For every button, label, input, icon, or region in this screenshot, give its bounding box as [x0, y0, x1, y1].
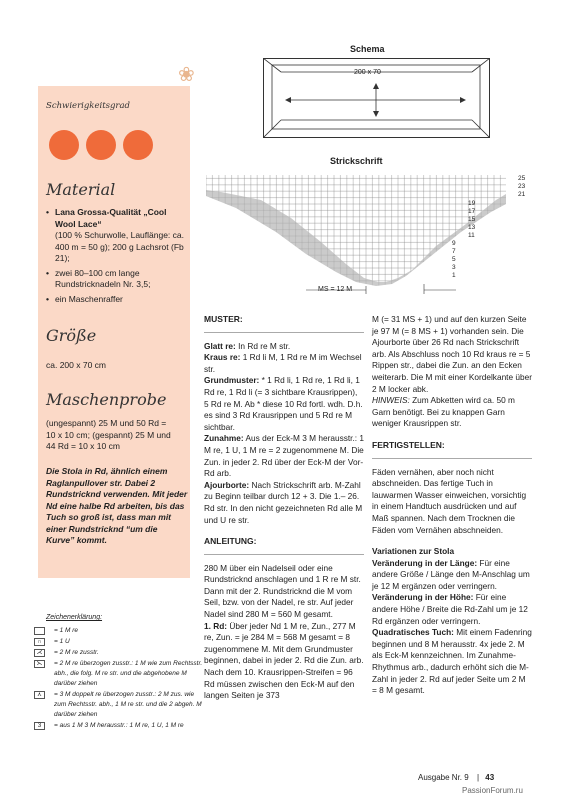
- fertigstellen-text: Fäden vernähen, aber noch nicht abschneiden. Das fertige Tuch in lauwarmen Wasser einweichen, vorsichtig in einem Handtuch ausdrücken und auf Maß spannen. Nach dem Trocknen die Fäden vom Vernähen abschneiden.: [372, 466, 527, 535]
- chart-title: Strickschrift: [330, 156, 383, 166]
- knitting-chart: [206, 172, 531, 297]
- definition: Über jeder Nd 1 M re, Zun., 277 M re, Zun. = je 284 M = 568 M gesamt = 8 zugenommene M. Mit dem Grundmuster beginnen, dabei in jeder 2. Rd die Zun. arb. Nach dem 10. Krausrippen-Streifen = 96 Rd müssen zwischen den Eck-M auf den langen Seiten je 373: [204, 620, 364, 701]
- chart-row-number: 21: [518, 191, 526, 198]
- legend-text: = aus 1 M 3 M herausstr.: 1 M re, 1 U, 1 M re: [54, 722, 184, 729]
- muster-paragraph: [204, 433, 364, 479]
- difficulty-dot: [123, 130, 153, 160]
- chart-row-number: 9: [452, 240, 456, 247]
- material-heading: Material: [46, 180, 116, 199]
- variation-paragraph: [372, 592, 532, 627]
- material-tool-detail: ein Maschenraffer: [55, 293, 123, 304]
- difficulty-heading: Schwierigkeitsgrad: [46, 101, 130, 111]
- chart-repeat-label: MS = 12 M: [318, 286, 353, 293]
- definition: 1 Rd li M, 1 Rd re M im Wechsel str.: [204, 352, 362, 374]
- column-two: [372, 314, 532, 697]
- difficulty-dot: [49, 130, 79, 160]
- chart-row-number: 25: [518, 175, 526, 182]
- knit-stitch-symbol: [34, 627, 45, 635]
- muster-paragraph: [204, 352, 364, 375]
- anleitung-round: [204, 621, 364, 702]
- legend-title: Zeichenerklärung:: [46, 614, 103, 621]
- legend: [34, 626, 204, 732]
- legend-item: [34, 659, 204, 689]
- increase-symbol: 3: [34, 722, 45, 730]
- legend-text: = 1 U: [54, 638, 70, 645]
- definition: Für eine andere Höhe / Breite die Rd-Zahl um je 12 Rd ergänzen oder verringern.: [372, 592, 528, 626]
- k2tog-symbol: ⋌: [34, 649, 45, 657]
- schema-title: Schema: [350, 44, 385, 54]
- legend-text: = 1 M re: [54, 627, 79, 634]
- hint-text: Zum Abketten wird ca. 50 m Garn benötigt. Bei zu knappen Garn weniger Krausrippen str.: [372, 395, 515, 429]
- chart-row-number: 3: [452, 264, 456, 271]
- legend-item: [34, 721, 204, 731]
- watermark: PassionForum.ru: [462, 786, 523, 795]
- term: Ajourborte:: [204, 479, 250, 490]
- muster-paragraph: [204, 480, 364, 526]
- legend-item: [34, 690, 204, 720]
- term: Glatt re:: [204, 340, 236, 351]
- term: 1. Rd:: [204, 620, 228, 631]
- flower-icon: ❀: [178, 64, 195, 86]
- footer-separator: |: [476, 773, 480, 782]
- variation-paragraph: [372, 627, 532, 697]
- anleitung-intro: 280 M über ein Nadelseil oder eine Rundstricknd anschlagen und 1 R re M str. Dann mit der 2. Rundstricknd die M vom Seil, bzw. von der Nadel, re str. Auf jeder Nadel sind 280 M = 560 M gesamt.: [204, 562, 361, 620]
- muster-heading: MUSTER:: [204, 314, 243, 324]
- gauge-text: (ungespannt) 25 M und 50 Rd = 10 x 10 cm; (gespannt) 25 M und 44 Rd = 10 x 10 cm: [46, 418, 171, 451]
- term: Quadratisches Tuch:: [372, 627, 454, 638]
- variations-heading: Variationen zur Stola: [372, 546, 455, 557]
- chart-row-number: 17: [468, 208, 476, 215]
- chart-row-number: 5: [452, 256, 456, 263]
- gauge-note: Die Stola in Rd, ähnlich einem Raglanpullover str. Dabei 2 Rundstricknd verwenden. Mit jeder Nd eine halbe Rd arbeiten, bis das Tuch so groß ist, dass man mit einer Rundstricknd “um die Kurve” kommt.: [46, 466, 188, 545]
- size-value: ca. 200 x 70 cm: [46, 360, 107, 370]
- legend-item: [34, 626, 204, 636]
- material-list: [46, 207, 186, 308]
- chart-row-number: 13: [468, 224, 476, 231]
- difficulty-dot: [86, 130, 116, 160]
- column-one: [204, 314, 364, 702]
- anleitung-continued: M (= 31 MS + 1) und auf den kurzen Seite je 97 M (= 8 MS + 1) vorhanden sein. Die Ajourborte über 26 Rd nach Strickschrift arb. Als Abschluss noch 10 Rd kraus re = 5 Rippen str., dabei die Zun. an den Ecken weiterarb. Die M mit einer Kordelkante über 2 M locker abk.: [372, 314, 533, 394]
- variation-paragraph: [372, 558, 532, 593]
- legend-text: = 2 M re überzogen zusstr.: 1 M wie zum Rechtsstr. abh., die folg. M re str. und die abgehobene M darüber ziehen: [54, 660, 203, 687]
- chart-row-number: 23: [518, 183, 526, 190]
- page-number: 43: [485, 773, 495, 782]
- gauge-heading: Maschenprobe: [46, 390, 167, 409]
- divider: [204, 332, 364, 333]
- muster-paragraph: [204, 375, 364, 433]
- hint: [372, 395, 532, 430]
- term: Kraus re:: [204, 352, 241, 363]
- divider: [204, 554, 364, 555]
- definition: Für eine andere Größe / Länge den M-Anschlag um je 12 M ergänzen oder verringern.: [372, 557, 530, 591]
- legend-text: = 3 M doppelt re überzogen zusstr.: 2 M zus. wie zum Rechtsstr. abh., 1 M re str. und die 2 abgeh. M darüber ziehen: [54, 691, 202, 718]
- double-decrease-symbol: ⋏: [34, 691, 45, 699]
- hint-label: HINWEIS:: [372, 395, 410, 406]
- legend-item: [34, 637, 204, 647]
- material-yarn-name: Lana Grossa-Qualität „Cool Wool Lace“: [55, 207, 167, 229]
- schema-dimension: 200 x 70: [354, 69, 381, 76]
- divider: [372, 458, 532, 459]
- definition: Nach Strickschrift arb. M-Zahl zu Beginn teilbar durch 12 + 3. Die 1.– 26. Rd str. In den nicht gezeichneten Rd alle M und U re str.: [204, 479, 363, 525]
- definition: Mit einem Fadenring beginnen und 8 M herausstr. 4x jede 2. M als Eck-M kennzeichnen. Im Zunahme-Rhythmus arb., dadurch erhöht sich die M-Zahl in jeder 2. Rd auf jeder Seite um 2 M = 8 M gesamt.: [372, 627, 532, 696]
- material-needle-detail: zwei 80–100 cm lange Rundstricknadeln Nr. 3,5;: [55, 267, 151, 289]
- issue-label: Ausgabe Nr. 9: [418, 773, 469, 782]
- definition: * 1 Rd li, 1 Rd re, 1 Rd li, 1 Rd re, 1 Rd li (= 3 sichtbare Krausrippen), 5 Rd re M. Ab * diese 10 Rd fortl. wdh. D.h. es sind 3 Rd Krausrippen und 5 Rd re M sichtbar.: [204, 375, 363, 432]
- material-item: [46, 294, 186, 306]
- page-footer: [418, 773, 494, 782]
- chart-row-number: 19: [468, 200, 476, 207]
- fertigstellen-heading: FERTIGSTELLEN:: [372, 439, 445, 450]
- term: Zunahme:: [204, 433, 244, 444]
- anleitung-heading: ANLEITUNG:: [204, 536, 257, 547]
- ssk-symbol: ⋋: [34, 660, 45, 668]
- legend-text: = 2 M re zusstr.: [54, 649, 99, 656]
- material-item: [46, 207, 186, 265]
- term: Veränderung in der Länge:: [372, 557, 478, 568]
- chart-row-number: 1: [452, 272, 456, 279]
- term: Grundmuster:: [204, 375, 260, 386]
- schema-diagram: [263, 58, 490, 138]
- chart-row-number: 11: [468, 232, 475, 239]
- legend-item: [34, 648, 204, 658]
- definition: In Rd re M str.: [235, 340, 291, 351]
- chart-row-number: 7: [452, 248, 456, 255]
- size-heading: Größe: [46, 326, 97, 345]
- chart-row-number: 15: [468, 216, 476, 223]
- muster-paragraph: [204, 341, 364, 353]
- knitting-chart-grid: [206, 172, 531, 297]
- material-yarn-detail: (100 % Schurwolle, Lauflänge: ca. 400 m = 50 g); 200 g Lachsrot (Fb 21);: [55, 230, 184, 263]
- material-item: [46, 268, 186, 291]
- definition: Aus der Eck-M 3 M herausstr.: 1 M re, 1 U, 1 M re = 2 zugenommene M. Die Zun. in jeder 2. Rd über der Eck-M der Vor-Rd arb.: [204, 433, 365, 479]
- term: Veränderung in der Höhe:: [372, 592, 474, 603]
- yarn-over-symbol: ∩: [34, 638, 45, 646]
